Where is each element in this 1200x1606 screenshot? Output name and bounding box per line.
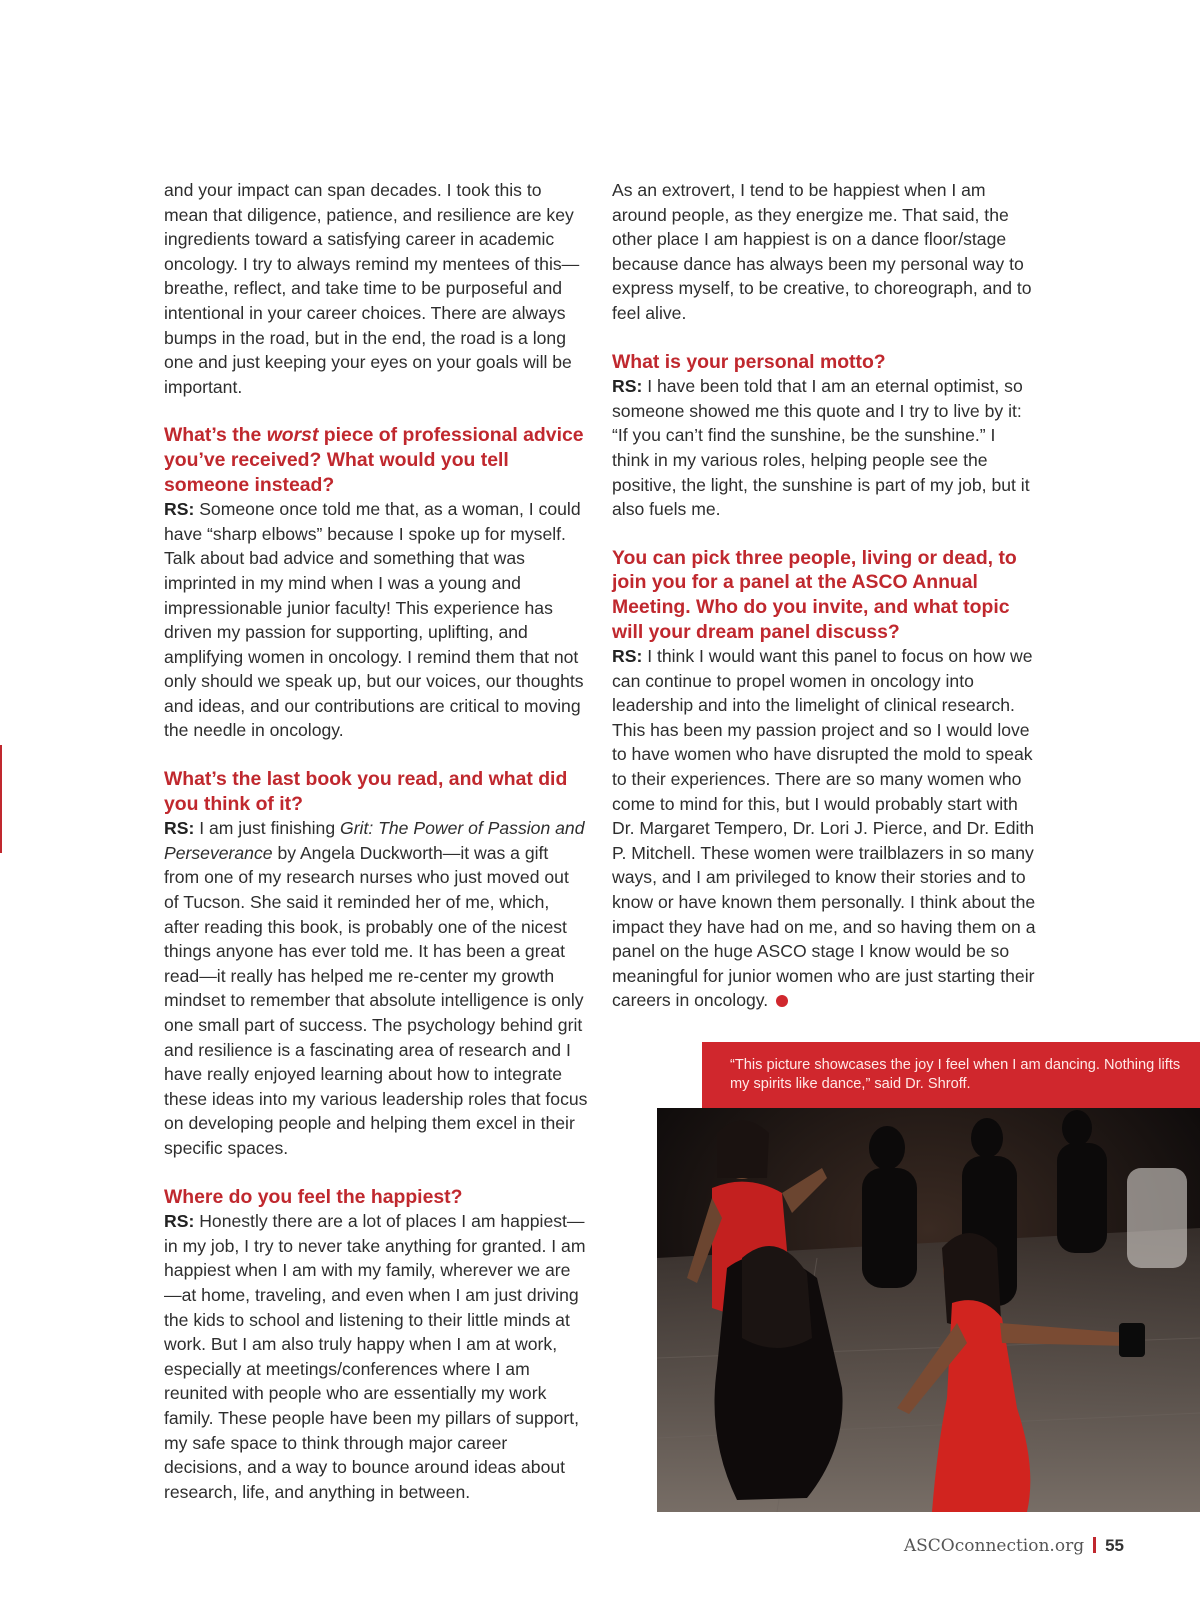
dance-floor-illustration bbox=[657, 1108, 1200, 1512]
page-number: 55 bbox=[1105, 1536, 1124, 1555]
rs-label: RS: bbox=[612, 646, 643, 667]
photo-caption: “This picture showcases the joy I feel when I am dancing. Nothing lifts my spirits like dance,” said Dr. Shroff. bbox=[702, 1042, 1200, 1108]
page-footer bbox=[904, 1536, 1124, 1556]
heading-emphasis: worst bbox=[266, 424, 319, 447]
answer-dream-panel bbox=[612, 644, 1036, 1013]
rs-label: RS: bbox=[612, 376, 643, 397]
answer-motto bbox=[612, 374, 1036, 522]
question-worst-advice-heading bbox=[164, 423, 588, 497]
answer-text: I have been told that I am an eternal optimist, so someone showed me this quote and I try to live by it: “If you can’t find the sunshine, be the sunshine.” I think in my various roles, helping people see the positive, the light, the sunshine is part of my job, but it also fuels me. bbox=[612, 376, 1030, 520]
footer-divider bbox=[1093, 1537, 1096, 1553]
continuation-paragraph: As an extrovert, I tend to be happiest when I am around people, as they energize me. That said, the other place I am happiest is on a dance floor/stage because dance has always been my personal way to express myself, to be creative, to choreograph, and to feel alive. bbox=[612, 180, 1032, 323]
answer-text: I think I would want this panel to focus on how we can continue to propel women in oncology into leadership and into the limelight of clinical research. This has been my passion project and so I would love to have women who have disrupted the mold to speak to their experiences. There are so many women who come to mind for this, but I would probably start with Dr. Margaret Tempero, Dr. Lori J. Pierce, and Dr. Edith P. Mitchell. These women were trailblazers in so many ways, and I am privileged to know their stories and to know or have known them personally. I think about the impact they have had on me, and so having them on a panel on the huge ASCO stage I know would be so meaningful for junior women who are just starting their careers in oncology. bbox=[612, 646, 1036, 1011]
heading-part: What’s the bbox=[164, 424, 267, 447]
question-happiest-heading: Where do you feel the happiest? bbox=[164, 1185, 463, 1208]
answer-text: by Angela Duckworth—it was a gift from one of my research nurses who just moved out of Tucson. She said it reminded her of me, which, after reading this book, is probably one of the nicest things anyone has ever told me. It has been a great read—it really has helped me re-center my growth mindset to remember that absolute intelligence is only one small part of success. The psychology behind grit and resilience is a fascinating area of research and I have really enjoyed learning about how to integrate these ideas into my various leadership roles that focus on developing people and helping them excel in their specific spaces. bbox=[164, 842, 588, 1158]
answer-worst-advice bbox=[164, 497, 588, 743]
answer-text: Honestly there are a lot of places I am happiest—in my job, I try to never take anything for granted. I am happiest when I am with my family, wherever we are—at home, traveling, and even when I am just driving the kids to school and listening to their little minds at work. But I am also truly happy when I am at work, especially at meetings/conferences where I am reunited with people who are essentially my work family. These people have been my pillars of support, my safe space to think through major career decisions, and a way to bounce around ideas about research, life, and anything in between. bbox=[164, 1211, 586, 1502]
rs-label: RS: bbox=[164, 818, 195, 839]
answer-text: I am just finishing bbox=[194, 818, 341, 839]
intro-paragraph: and your impact can span decades. I took this to mean that diligence, patience, and resilience are key ingredients toward a satisfying career in academic oncology. I try to always remind my mentees of this—breathe, reflect, and take time to be purposeful and intentional in your career choices. There are always bumps in the road, but in the end, the road is a long one and just keeping your eyes on your goals will be important. bbox=[164, 180, 580, 397]
answer-last-book bbox=[164, 816, 588, 1160]
right-column bbox=[612, 178, 1036, 1013]
answer-text: Someone once told me that, as a woman, I could have “sharp elbows” because I spoke up for myself. Talk about bad advice and something that was imprinted in my mind when I was a young and impressionable junior faculty! This experience has driven my passion for supporting, uplifting, and amplifying women in oncology. I remind them that not only should we speak up, but our voices, our thoughts and ideas, and our contributions are critical to moving the needle in oncology. bbox=[164, 499, 584, 741]
dancing-photo bbox=[657, 1108, 1200, 1512]
question-dream-panel-heading: You can pick three people, living or dead, to join you for a panel at the ASCO Annual Meeting. Who do you invite, and what topic will your dream panel discuss? bbox=[612, 546, 1017, 643]
rs-label: RS: bbox=[164, 1211, 195, 1232]
end-of-article-dot-icon bbox=[776, 995, 788, 1007]
page-edge-marker bbox=[0, 745, 2, 853]
book-title: Grit: The Power of Passion and Perseverance bbox=[164, 818, 585, 863]
left-column bbox=[164, 178, 588, 1504]
heading-part: piece of professional advice you’ve received? What would you tell someone instead? bbox=[164, 424, 584, 496]
footer-site: ASCOconnection.org bbox=[903, 1536, 1085, 1556]
rs-label: RS: bbox=[164, 499, 195, 520]
question-motto-heading: What is your personal motto? bbox=[612, 350, 886, 373]
answer-happiest bbox=[164, 1209, 588, 1504]
question-last-book-heading: What’s the last book you read, and what did you think of it? bbox=[164, 768, 568, 815]
